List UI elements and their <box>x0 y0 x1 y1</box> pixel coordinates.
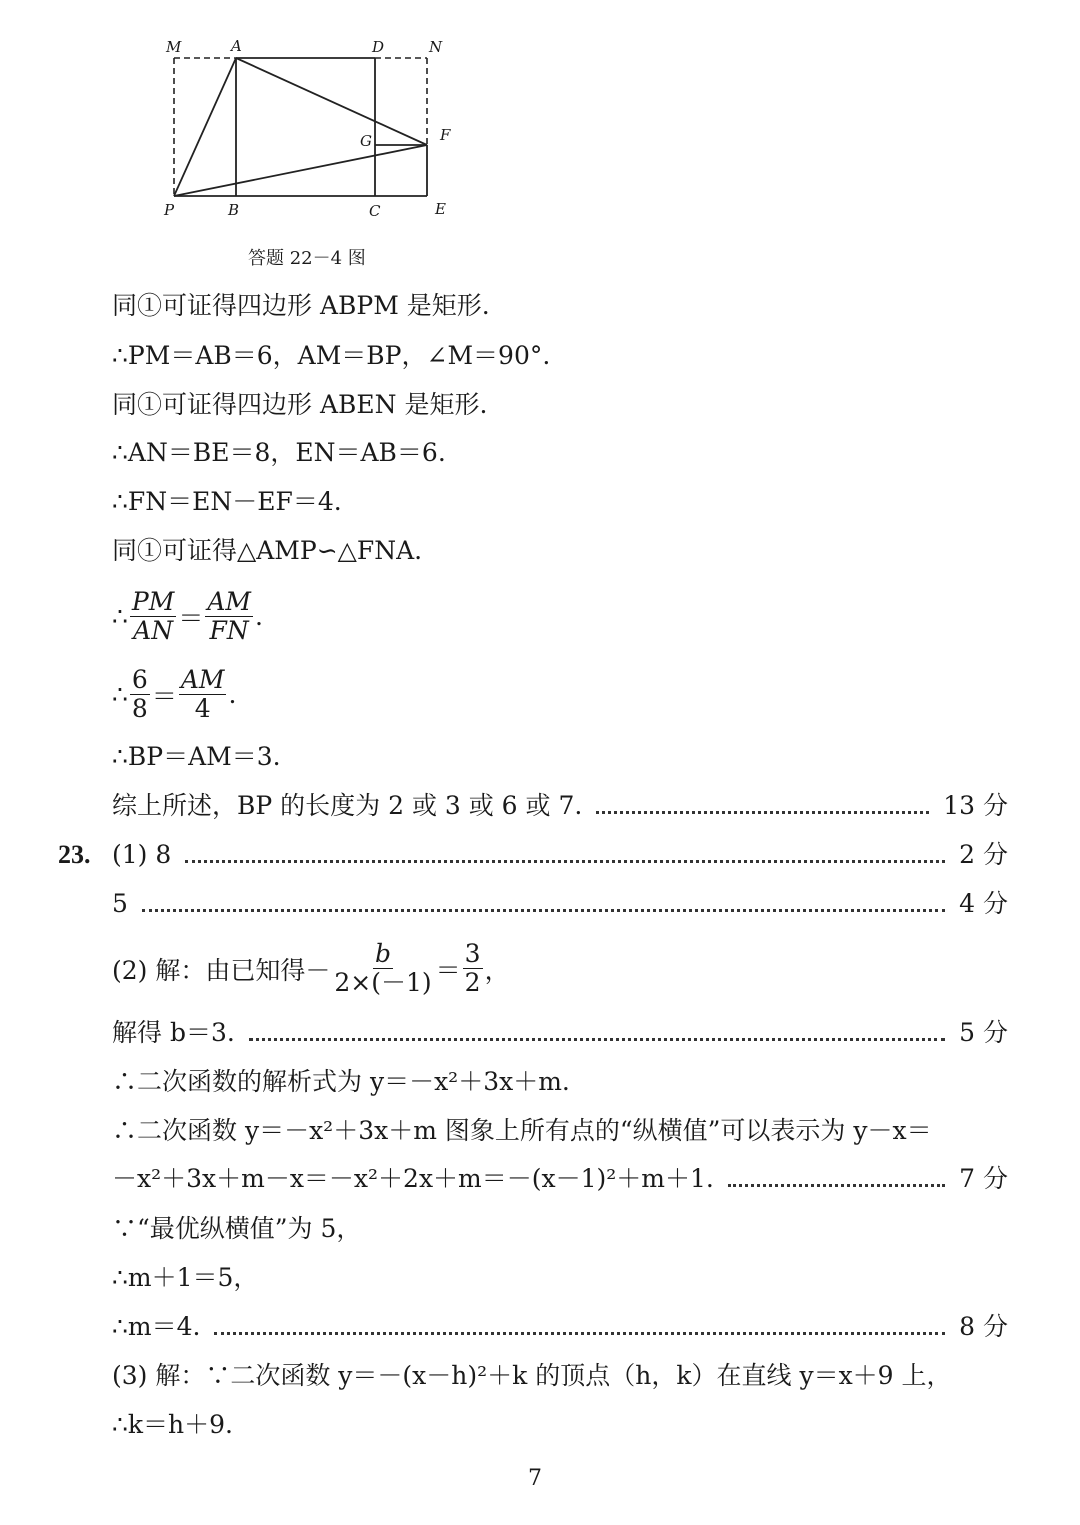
score-points: 2 分 <box>959 840 1008 869</box>
line-1: 同①可证得四边形 ABPM 是矩形. <box>112 291 490 320</box>
line-13-prefix: (2) 解：由已知得－ <box>112 955 331 985</box>
fraction-denominator: FN <box>209 616 249 645</box>
equals-sign: ＝ <box>435 955 461 985</box>
fraction-denominator: 2 <box>464 968 481 997</box>
segment-AF <box>236 58 427 145</box>
fraction-denominator: 8 <box>131 694 148 723</box>
line-3: 同①可证得四边形 ABEN 是矩形. <box>112 390 488 419</box>
line-21: (3) 解：∵二次函数 y＝－(x－h)²＋k 的顶点（h，k）在直线 y＝x＋9 上， <box>112 1361 952 1390</box>
rectangle-diagram <box>150 30 470 240</box>
fraction-3-2 <box>463 940 483 997</box>
dot-leader <box>214 1332 945 1335</box>
page-number: 7 <box>528 1466 542 1491</box>
segment-PF <box>174 145 427 196</box>
label-M: M <box>166 38 182 56</box>
score-points: 8 分 <box>959 1312 1008 1341</box>
fraction-numerator: AM <box>180 665 225 694</box>
fraction-numerator: 6 <box>131 665 148 694</box>
comma: ， <box>484 955 510 985</box>
dot-leader <box>596 811 929 814</box>
label-G: G <box>360 132 372 150</box>
line-11 <box>112 839 1008 871</box>
fraction-am-4 <box>179 666 227 723</box>
answer-text: ∴m＝4. <box>112 1312 201 1341</box>
line-14 <box>112 1017 1008 1049</box>
geometry-figure <box>150 30 470 244</box>
line-6: 同①可证得△AMP∽△FNA. <box>112 536 423 565</box>
fraction-numerator: b <box>375 939 392 968</box>
fraction-pm-an <box>130 588 176 645</box>
fraction-numerator: 3 <box>464 939 481 968</box>
segment-PA <box>174 58 236 196</box>
score-points: 7 分 <box>959 1164 1008 1193</box>
line-5: ∴FN＝EN－EF＝4. <box>112 487 342 516</box>
line-18: ∵“最优纵横值”为 5， <box>112 1214 362 1243</box>
label-N: N <box>429 38 443 56</box>
fraction-am-fn <box>205 588 253 645</box>
line-17 <box>112 1163 1008 1195</box>
label-C: C <box>369 202 381 220</box>
fraction-b <box>332 940 433 997</box>
line-20 <box>112 1311 1008 1343</box>
dot-leader <box>142 909 945 912</box>
label-A: A <box>231 37 242 55</box>
line-2: ∴PM＝AB＝6，AM＝BP，∠M＝90°. <box>112 341 551 370</box>
fraction-numerator: AM <box>207 587 251 616</box>
line-15: ∴二次函数的解析式为 y＝－x²＋3x＋m. <box>112 1067 570 1096</box>
question-number: 23. <box>58 840 91 869</box>
fraction-denominator: AN <box>133 616 174 645</box>
answer-text: (1) 8 <box>112 840 172 869</box>
equals-sign: ＝ <box>151 681 177 711</box>
equals-sign: ＝ <box>178 603 204 633</box>
answer-text: 5 <box>112 889 128 918</box>
label-E: E <box>435 200 446 218</box>
dot-leader <box>249 1038 945 1041</box>
line-16: ∴二次函数 y＝－x²＋3x＋m 图象上所有点的“纵横值”可以表示为 y－x＝ <box>112 1116 932 1145</box>
line-8-proportion <box>112 666 236 723</box>
answer-text: －x²＋3x＋m－x＝－x²＋2x＋m＝－(x－1)²＋m＋1. <box>112 1164 714 1193</box>
fraction-denominator: 4 <box>194 694 211 723</box>
line-22: ∴k＝h＋9. <box>112 1410 234 1439</box>
score-points: 4 分 <box>959 889 1008 918</box>
therefore-symbol: ∴ <box>112 680 128 709</box>
figure-caption: 答题 22－4 图 <box>248 248 366 269</box>
summary-text: 综上所述，BP 的长度为 2 或 3 或 6 或 7. <box>112 791 583 820</box>
fraction-numerator: PM <box>131 587 175 616</box>
label-D: D <box>372 38 385 56</box>
answer-text: 解得 b＝3. <box>112 1018 235 1047</box>
label-F: F <box>440 126 451 144</box>
dot-leader <box>728 1184 945 1187</box>
period: . <box>228 680 237 709</box>
line-9: ∴BP＝AM＝3. <box>112 742 281 771</box>
therefore-symbol: ∴ <box>112 602 128 631</box>
fraction-6-8 <box>130 666 150 723</box>
score-points: 5 分 <box>959 1018 1008 1047</box>
line-19: ∴m＋1＝5， <box>112 1263 259 1292</box>
score-points: 13 分 <box>943 791 1008 820</box>
line-10-summary <box>112 790 1008 822</box>
label-B: B <box>228 201 240 219</box>
fraction-denominator: 2×(－1) <box>334 968 432 997</box>
line-12 <box>112 888 1008 920</box>
dot-leader <box>185 860 945 863</box>
line-7-proportion <box>112 588 263 645</box>
label-P: P <box>164 201 175 219</box>
period: . <box>255 602 263 631</box>
line-13 <box>112 940 510 997</box>
line-4: ∴AN＝BE＝8，EN＝AB＝6. <box>112 438 446 467</box>
